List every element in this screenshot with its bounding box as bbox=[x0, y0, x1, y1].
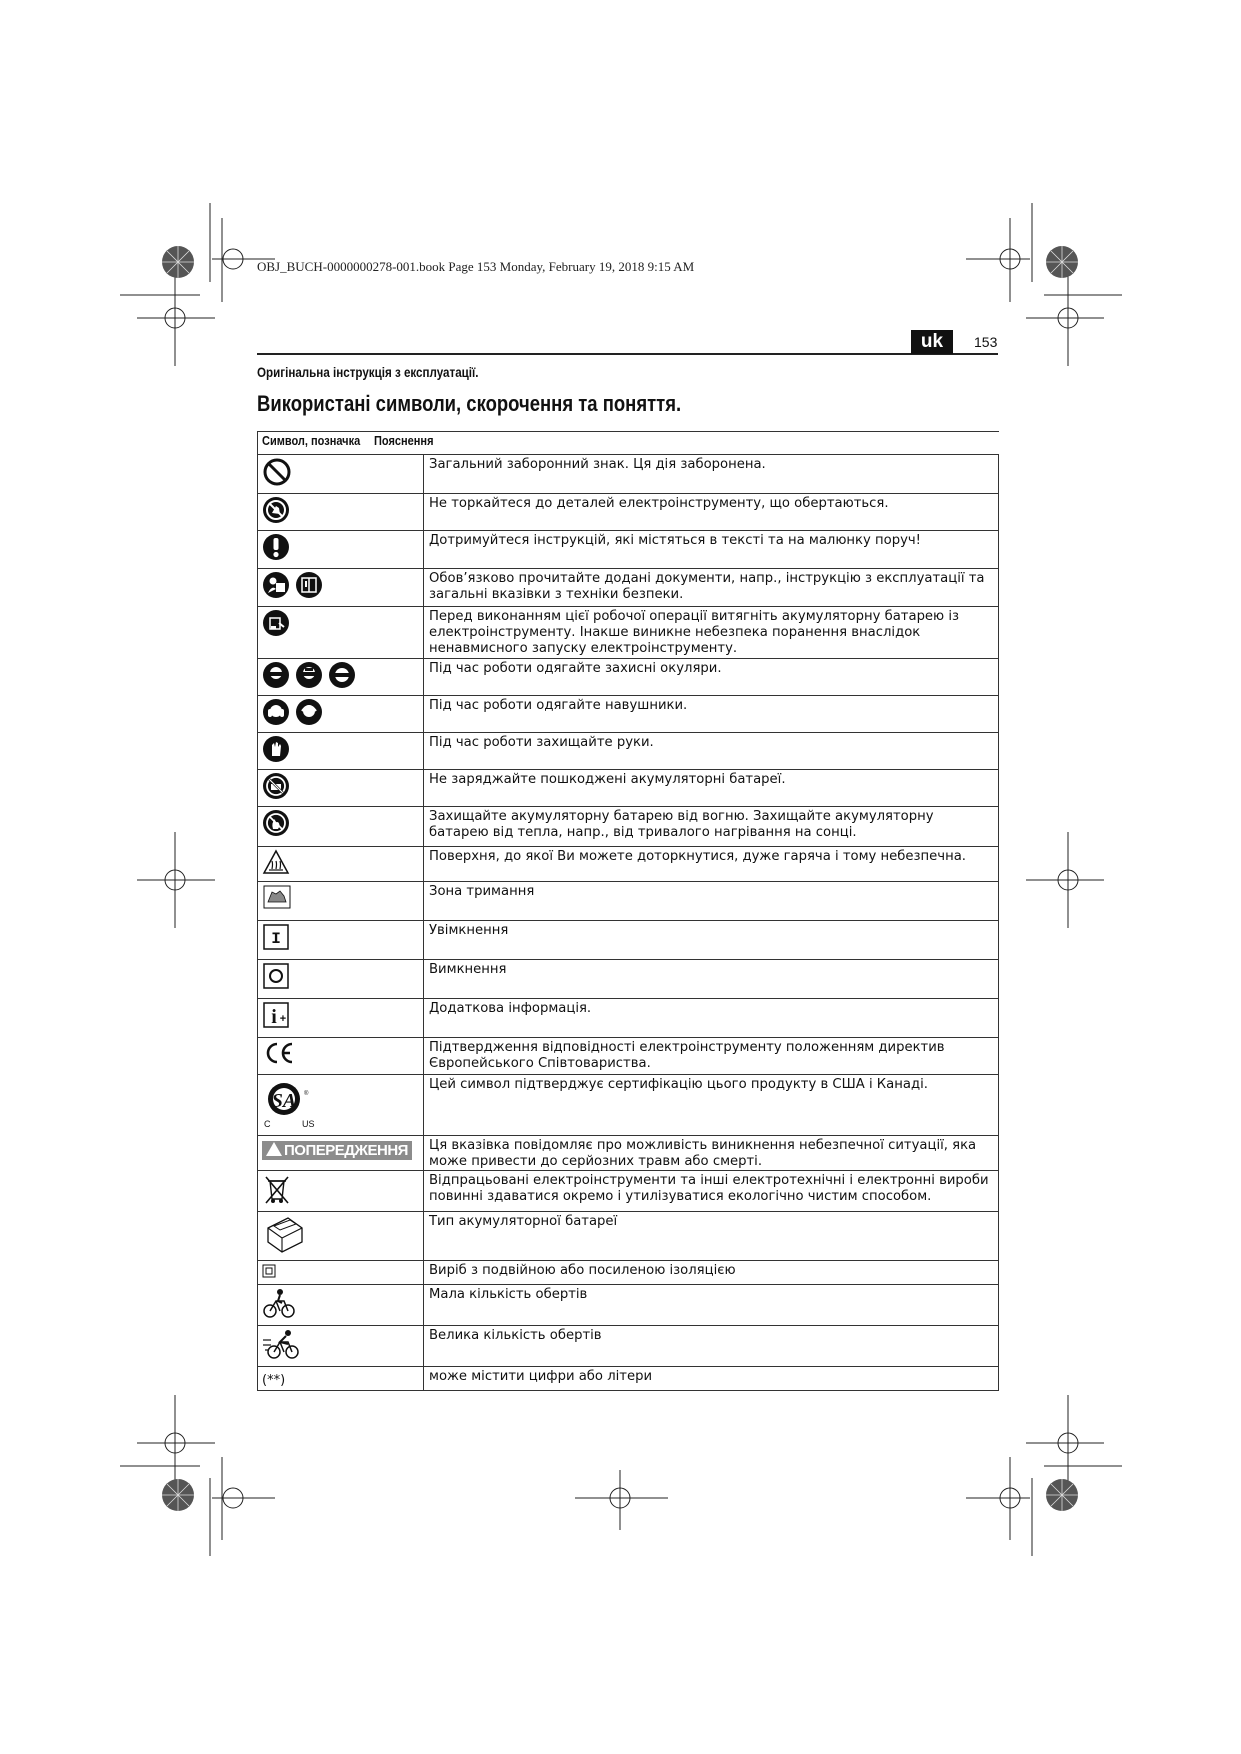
table-row bbox=[258, 1261, 999, 1285]
table-row bbox=[258, 569, 999, 607]
explanation-cell: Обов’язково прочитайте додані документи, напр., інструкцію з експлуатації та загальні вказівки з техніки безпеки. bbox=[424, 569, 999, 607]
explanation-cell: Увімкнення bbox=[424, 921, 999, 960]
table-row bbox=[258, 999, 999, 1038]
book-file-header: OBJ_BUCH-0000000278-001.book Page 153 Monday, February 19, 2018 9:15 AM bbox=[257, 259, 695, 274]
remove-battery-icon bbox=[262, 609, 290, 641]
symbol-cell bbox=[258, 1075, 424, 1136]
explanation-cell: Ця вказівка повідомляє про можливість виникнення небезпечної ситуації, яка може привести до серйозних травм або смерті. bbox=[424, 1136, 999, 1171]
explanation-cell: Під час роботи одягайте навушники. bbox=[424, 696, 999, 733]
symbol-cell bbox=[258, 921, 424, 960]
table-row bbox=[258, 882, 999, 921]
symbol-cell bbox=[258, 1261, 424, 1285]
symbol-cell bbox=[258, 1326, 424, 1367]
power-on-icon bbox=[262, 923, 290, 955]
symbol-cell bbox=[258, 659, 424, 696]
svg-text:US: US bbox=[302, 1119, 315, 1129]
symbol-cell bbox=[258, 569, 424, 607]
explanation-cell: Додаткова інформація. bbox=[424, 999, 999, 1038]
header-rule bbox=[257, 353, 998, 355]
explanation-cell: Відпрацьовані електроінструменти та інші електротехнічні і електронні вироби повинні здаватися окремо і утилізуватися екологічно чистим способом. bbox=[424, 1171, 999, 1212]
symbols-table bbox=[257, 431, 999, 1391]
no-charge-damaged-battery-icon bbox=[262, 772, 290, 804]
read-manual-icon bbox=[262, 571, 323, 603]
power-off-icon bbox=[262, 962, 290, 994]
svg-text:I: I bbox=[271, 930, 281, 948]
table-row bbox=[258, 659, 999, 696]
explanation-cell: Зона тримання bbox=[424, 882, 999, 921]
symbol-cell bbox=[258, 1367, 424, 1391]
no-entry-icon bbox=[262, 457, 292, 491]
no-touch-icon bbox=[262, 496, 290, 528]
explanation-cell: Мала кількість обертів bbox=[424, 1285, 999, 1326]
table-row bbox=[258, 494, 999, 531]
symbol-cell bbox=[258, 733, 424, 770]
symbol-cell bbox=[258, 1212, 424, 1261]
explanation-cell: Загальний заборонний знак. Ця дія заборонена. bbox=[424, 455, 999, 494]
table-row bbox=[258, 1171, 999, 1212]
symbol-cell bbox=[258, 607, 424, 659]
symbol-cell bbox=[258, 1171, 424, 1212]
svg-text:®: ® bbox=[304, 1091, 309, 1097]
table-row bbox=[258, 531, 999, 569]
explanation-cell: Вимкнення bbox=[424, 960, 999, 999]
symbol-cell bbox=[258, 770, 424, 807]
explanation-cell: Тип акумуляторної батареї bbox=[424, 1212, 999, 1261]
warning-badge: ПОПЕРЕДЖЕННЯ bbox=[262, 1141, 412, 1160]
explanation-cell: може містити цифри або літери bbox=[424, 1367, 999, 1391]
ce-mark-icon bbox=[262, 1040, 296, 1070]
grip-zone-icon bbox=[262, 884, 292, 914]
table-row bbox=[258, 1367, 999, 1391]
symbol-cell bbox=[258, 847, 424, 882]
table-header-row bbox=[258, 432, 999, 455]
explanation-cell: Не заряджайте пошкоджені акумуляторні батареї. bbox=[424, 770, 999, 807]
table-row bbox=[258, 1075, 999, 1136]
battery-pack-icon bbox=[262, 1214, 306, 1258]
table-row bbox=[258, 847, 999, 882]
gloves-icon bbox=[262, 735, 290, 767]
table-row bbox=[258, 1326, 999, 1367]
table-header-symbol: Символ, позначка bbox=[258, 432, 424, 455]
svg-text:+: + bbox=[279, 1013, 287, 1025]
weee-bin-icon bbox=[262, 1173, 292, 1209]
ear-protection-icon bbox=[262, 698, 323, 730]
table-row bbox=[258, 696, 999, 733]
explanation-cell: Захищайте акумуляторну батарею від вогню. Захищайте акумуляторну батарею від тепла, напр., від тривалого нагрівання на сонці. bbox=[424, 807, 999, 847]
symbol-cell bbox=[258, 494, 424, 531]
safety-goggles-icon bbox=[262, 661, 356, 693]
hot-surface-icon bbox=[262, 849, 290, 879]
csa-mark-icon bbox=[262, 1077, 322, 1133]
table-row bbox=[258, 807, 999, 847]
table-row bbox=[258, 607, 999, 659]
explanation-cell: Не торкайтеся до деталей електроінструменту, що обертаються. bbox=[424, 494, 999, 531]
explanation-cell: Дотримуйтеся інструкцій, які містяться в тексті та на малюнку поруч! bbox=[424, 531, 999, 569]
low-speed-bike-icon bbox=[262, 1287, 296, 1323]
info-icon bbox=[262, 1001, 290, 1033]
explanation-cell: Під час роботи захищайте руки. bbox=[424, 733, 999, 770]
document-subtitle: Оригінальна інструкція з експлуатації. bbox=[257, 365, 479, 380]
section-title: Використані символи, скорочення та поняття. bbox=[257, 391, 682, 416]
symbol-cell bbox=[258, 960, 424, 999]
explanation-cell: Виріб з подвійною або посиленою ізоляцією bbox=[424, 1261, 999, 1285]
high-speed-bike-icon bbox=[262, 1328, 302, 1364]
table-row bbox=[258, 921, 999, 960]
symbol-cell bbox=[258, 1136, 424, 1171]
explanation-cell: Поверхня, до якої Ви можете доторкнутися, дуже гаряча і тому небезпечна. bbox=[424, 847, 999, 882]
table-row bbox=[258, 770, 999, 807]
symbol-cell bbox=[258, 531, 424, 569]
page-number: 153 bbox=[974, 334, 998, 350]
battery-fire-icon bbox=[262, 809, 290, 841]
symbol-cell bbox=[258, 882, 424, 921]
symbol-cell bbox=[258, 807, 424, 847]
explanation-cell: Перед виконанням цієї робочої операції витягніть акумуляторну батарею із електроінструменту. Інакше виникне небезпека поранення внаслідок ненавмисного запуску електроінструменту. bbox=[424, 607, 999, 659]
code-placeholder-label: (**) bbox=[262, 1373, 286, 1388]
symbol-cell bbox=[258, 999, 424, 1038]
explanation-cell: Під час роботи одягайте захисні окуляри. bbox=[424, 659, 999, 696]
exclamation-icon bbox=[262, 533, 290, 565]
table-row bbox=[258, 1038, 999, 1075]
explanation-cell: Підтвердження відповідності електроінструменту положенням директив Європейського Співтовариства. bbox=[424, 1038, 999, 1075]
double-insulation-icon bbox=[262, 1263, 276, 1282]
language-badge: uk bbox=[911, 330, 953, 354]
symbol-cell bbox=[258, 696, 424, 733]
table-row bbox=[258, 1285, 999, 1326]
svg-text:C: C bbox=[264, 1119, 271, 1129]
table-row bbox=[258, 733, 999, 770]
explanation-cell: Цей символ підтверджує сертифікацію цього продукту в США і Канаді. bbox=[424, 1075, 999, 1136]
table-row bbox=[258, 1136, 999, 1171]
explanation-cell: Велика кількість обертів bbox=[424, 1326, 999, 1367]
symbol-cell bbox=[258, 455, 424, 494]
table-row bbox=[258, 455, 999, 494]
svg-text:i: i bbox=[271, 1006, 277, 1028]
svg-text:SA: SA bbox=[271, 1090, 297, 1112]
table-row bbox=[258, 1212, 999, 1261]
symbol-cell bbox=[258, 1285, 424, 1326]
table-row bbox=[258, 960, 999, 999]
symbol-cell bbox=[258, 1038, 424, 1075]
table-header-explanation: Пояснення bbox=[424, 432, 999, 455]
